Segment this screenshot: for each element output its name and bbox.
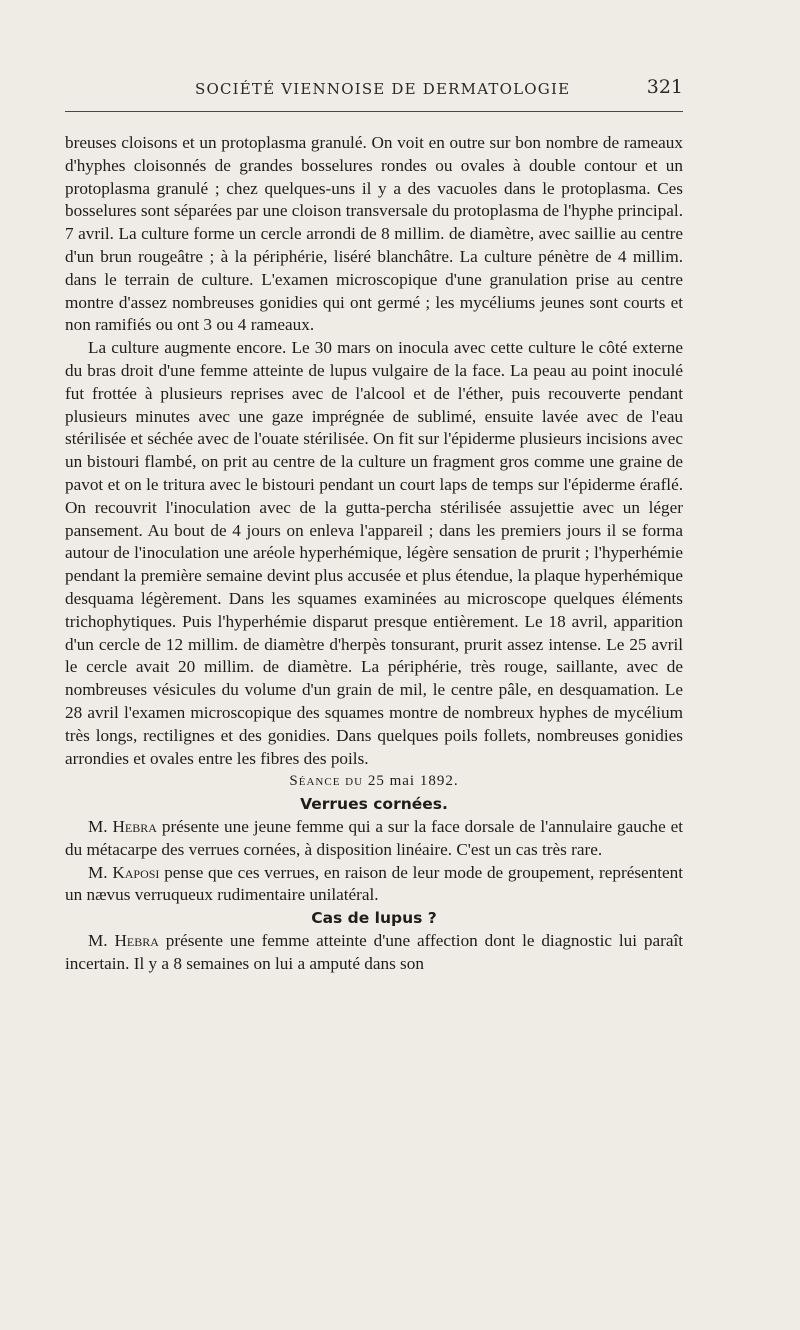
entry-prefix: M. xyxy=(88,816,108,836)
entry-prefix: M. xyxy=(88,930,108,950)
entry-hebra-verrues xyxy=(65,816,683,862)
running-title: SOCIÉTÉ VIENNOISE DE DERMATOLOGIE xyxy=(195,80,571,98)
paragraph-continued: breuses cloisons et un protoplasma granulé. On voit en outre sur bon nombre de rameaux d'hyphes cloisonnés de grandes bosselures rondes ou ovales à double contour et un protoplasma granulé ; chez quelques-uns il y a des vacuoles dans le protoplasma. Ces bosselures sont séparées par une cloison transversale du protoplasma de l'hyphe principal. 7 avril. La culture forme un cercle arrondi de 8 millim. de diamètre, avec saillie au centre d'un brun rougeâtre ; à la périphérie, liséré blanchâtre. La culture pénètre de 4 millim. dans le terrain de culture. L'examen microscopique d'une granulation prise au centre montre d'assez nombreuses gonidies qui ont germé ; les mycéliums jeunes sont courts et non ramifiés ou ont 3 ou 4 rameaux. xyxy=(65,133,683,335)
page-header xyxy=(65,76,683,104)
body-text xyxy=(65,132,683,975)
author-name: Hebra xyxy=(112,816,157,836)
section-title-lupus: Cas de lupus ? xyxy=(311,909,437,928)
paragraph-inoculation: La culture augmente encore. Le 30 mars on inocula avec cette culture le côté externe du bras droit d'une femme atteinte de lupus vulgaire de la face. La peau au point inoculé fut frottée à plusieurs reprises avec de l'alcool et de l'éther, puis recouverte pendant plusieurs minutes avec une gaze imprégnée de sublimé, ensuite lavée avec de l'eau stérilisée et séchée avec de l'ouate stérilisée. On fit sur l'épiderme plusieurs incisions avec un bistouri flambé, on prit au centre de la culture un fragment gros comme une graine de pavot et on le tritura avec le bistouri pendant un court laps de temps sur l'épiderme éraflé. On recouvrit l'inoculation avec de la gutta-percha stérilisée assujettie avec un léger pansement. Au bout de 4 jours on enleva l'appareil ; dans les premiers jours il se forma autour de l'inoculation une aréole hyperhémique, légère sensation de prurit ; l'hyperhémie pendant la première semaine devint plus accusée et plus étendue, la plaque hyperhémique desquama légèrement. Dans les squames examinées au microscope quelques éléments trichophytiques. Puis l'hyperhémie disparut presque entièrement. Le 18 avril, apparition d'un cercle de 12 millim. de diamètre d'herpès tonsurant, prurit assez intense. Le 25 avril le cercle avait 20 millim. de diamètre. La périphérie, très rouge, saillante, avec de nombreuses vésicules du volume d'un grain de mil, le centre pâle, en desquamation. Le 28 avril l'examen microscopique des squames montre de nombreux hyphes de mycélium très longs, rectilignes et des gonidies. Dans quelques poils follets, nombreuses gonidies arrondies et ovales entre les fibres des poils. xyxy=(65,338,683,768)
session-date: 25 mai 1892. xyxy=(367,773,459,790)
page-number: 321 xyxy=(646,76,683,98)
header-rule xyxy=(65,111,683,112)
entry-prefix: M. xyxy=(88,862,108,882)
entry-kaposi xyxy=(65,862,683,908)
author-name: Hebra xyxy=(114,930,159,950)
session-heading xyxy=(65,770,683,793)
entry-text: présente une jeune femme qui a sur la face dorsale de l'annulaire gauche et du métacarpe des verrues cornées, à disposition linéaire. C'est un cas très rare. xyxy=(65,816,684,859)
entry-text: présente une femme atteinte d'une affection dont le diagnostic lui paraît incertain. Il y a 8 semaines on lui a amputé dans son xyxy=(65,930,683,973)
section-title-verrues: Verrues cornées. xyxy=(300,795,448,814)
session-label: Séance du xyxy=(289,773,364,790)
entry-hebra-lupus xyxy=(65,930,683,976)
entry-text: pense que ces verrues, en raison de leur mode de groupement, représentent un nævus verruqueux rudimentaire unilatéral. xyxy=(65,862,684,905)
author-name: Kaposi xyxy=(112,862,160,882)
